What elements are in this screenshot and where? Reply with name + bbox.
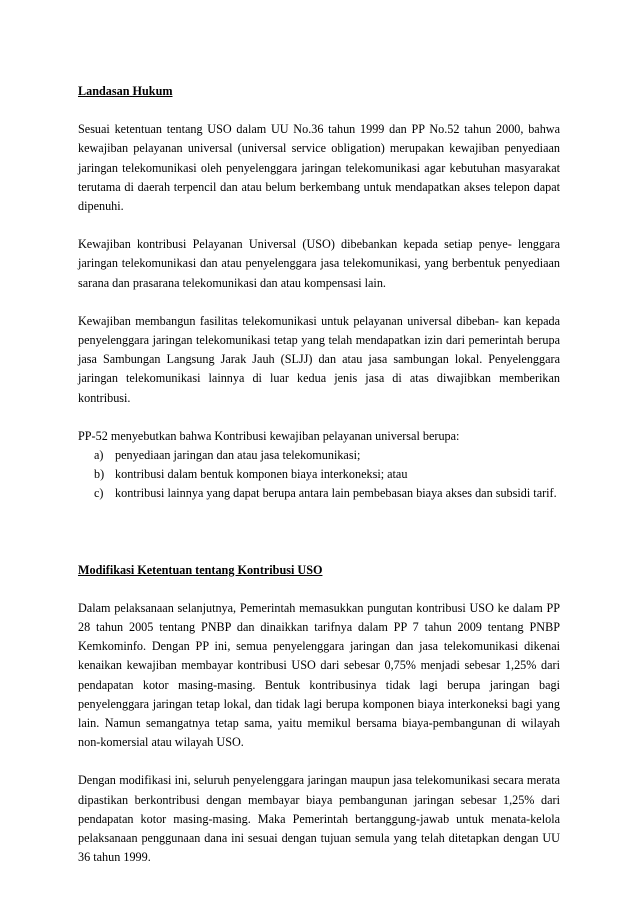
section-heading-modifikasi: Modifikasi Ketentuan tentang Kontribusi USO <box>78 562 323 577</box>
list-marker: a) <box>94 448 104 463</box>
paragraph-facility-obligation: Kewajiban membangun fasilitas telekomunikasi untuk pelayanan universal dibeban- kan kepada penyelenggara jaringan telekomunikasi tetap yang telah mendapatkan izin dari pemerintah berupa jasa Sambungan Langsung Jarak Jauh (SLJJ) dan atau jasa sambungan lokal. Penyelenggara jaringan telekomunikasi lainnya di luar kedua jenis jasa di atas diwajibkan memberikan kontribusi. <box>78 313 560 405</box>
contribution-list <box>78 446 560 504</box>
list-item <box>78 465 560 484</box>
section-spacer <box>78 523 560 561</box>
paragraph-contribution-obligation: Kewajiban kontribusi Pelayanan Universal (USO) dibebankan kepada setiap penye- lenggara jaringan telekomunikasi dan atau penyelenggara jasa telekomunikasi, yang berbentuk penyediaan sarana dan prasarana telekomunikasi dan atau kompensasi lain. <box>78 237 560 290</box>
paragraph-implementation: Dalam pelaksanaan selanjutnya, Pemerintah memasukkan pungutan kontribusi USO ke dalam PP 28 tahun 2005 tentang PNBP dan dinaikkan tarifnya dalam PP 7 tahun 2009 tentang PNBP Kemkominfo. Dengan PP ini, semua penyelenggara jaringan dan jasa telekomunikasi dikenai kenaikan kewajiban membayar kontribusi USO dari sebesar 0,75% menjadi sebesar 1,25% dari pendapatan kotor masing-masing. Bentuk kontribusinya tidak lagi berupa jaringan bagi penyelenggara jaringan tetap lokal, dan tidak lagi berupa komponen biaya interkoneksi bagi yang lain. Namun semangatnya tetap sama, yaitu memikul bersama biaya-pembangunan di wilayah non-komersial atau wilayah USO. <box>78 600 560 750</box>
list-marker: c) <box>94 486 104 501</box>
list-marker: b) <box>94 467 105 482</box>
paragraph-uso-regulation: Sesuai ketentuan tentang USO dalam UU No.36 tahun 1999 dan PP No.52 tahun 2000, bahwa kewajiban pelayanan universal (universal service obligation) merupakan kewajiban penyediaan jaringan telekomunikasi oleh penyelenggara jaringan telekomunikasi agar kebutuhan masyarakat terutama di daerah terpencil dan atau belum berkembang untuk mendapatkan akses telepon dapat dipenuhi. <box>78 122 560 214</box>
paragraph-modification-result: Dengan modifikasi ini, seluruh penyelenggara jaringan maupun jasa telekomunikasi secara merata dipastikan berkontribusi dengan membayar biaya pembangunan jaringan sebesar 1,25% dari pendapatan kotor masing-masing. Maka Pemerintah bertanggung-jawab untuk menata-kelola pelaksanaan penggunaan dana ini sesuai dengan tujuan semula yang telah ditetapkan dengan UU 36 tahun 1999. <box>78 773 560 865</box>
list-item-text: penyediaan jaringan dan atau jasa telekomunikasi; <box>115 448 361 463</box>
list-item <box>78 484 560 503</box>
document-page <box>78 82 560 887</box>
paragraph-pp52-intro: PP-52 menyebutkan bahwa Kontribusi kewajiban pelayanan universal berupa: <box>78 428 460 443</box>
list-item-text: kontribusi lainnya yang dapat berupa antara lain pembebasan biaya akses dan subsidi tarif. <box>115 486 557 501</box>
list-item-text: kontribusi dalam bentuk komponen biaya interkoneksi; atau <box>115 467 408 482</box>
section-heading-landasan-hukum: Landasan Hukum <box>78 84 173 98</box>
list-item <box>78 446 560 465</box>
